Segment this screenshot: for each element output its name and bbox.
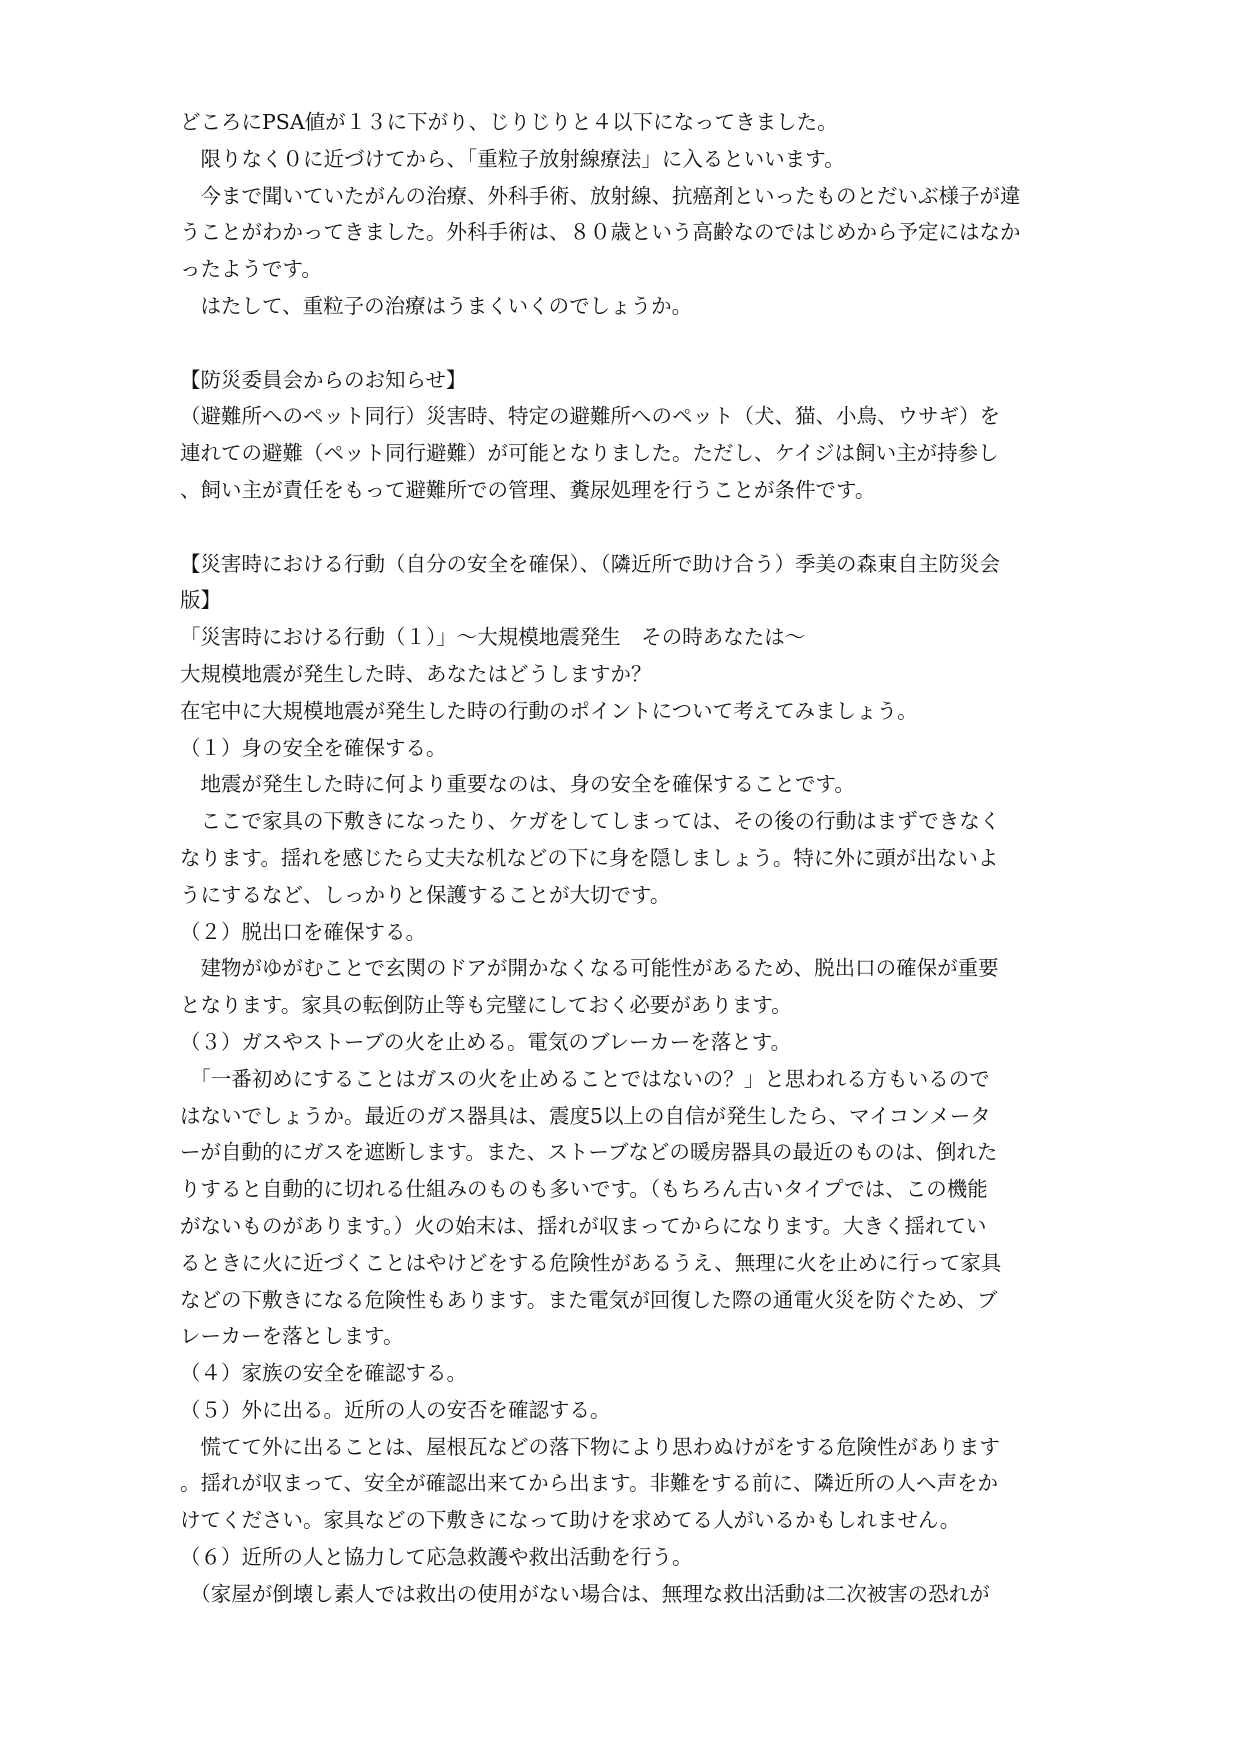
text-line: （２）脱出口を確保する。 xyxy=(180,919,426,944)
blank-line xyxy=(180,509,1060,546)
document-page xyxy=(180,104,1060,1613)
paragraph xyxy=(180,141,1060,178)
text-line: 地震が発生した時に何より重要なのは、身の安全を確保することです。 xyxy=(180,772,855,797)
text-line: ここで家具の下敷きになったり、ケガをしてしまっては、その後の行動はまずできなく xyxy=(180,809,1001,834)
text-line: 大規模地震が発生した時、あなたはどうしますか？ xyxy=(180,661,652,686)
text-line: となります。家具の転倒防止等も完璧にしておく必要があります。 xyxy=(180,993,792,1018)
paragraph xyxy=(180,398,1060,508)
text-line: 「一番初めにすることはガスの火を止めることではないの？」と思われる方もいるので xyxy=(180,1066,990,1091)
section-heading xyxy=(180,362,1060,399)
paragraph xyxy=(180,178,1060,288)
paragraph xyxy=(180,619,1060,656)
text-line: 連れての避難（ペット同行避難）が可能となりました。ただし、ケイジは飼い主が持参し xyxy=(180,441,999,466)
text-line: （１）身の安全を確保する。 xyxy=(180,735,447,760)
blank-line xyxy=(180,325,1060,362)
text-line: 【災害時における行動（自分の安全を確保）、（隣近所で助け合う）季美の森東自主防災会 xyxy=(180,551,1000,576)
text-line: どころにPSA値が１３に下がり、じりじりと４以下になってきました。 xyxy=(180,110,838,134)
paragraph xyxy=(180,288,1060,325)
list-heading xyxy=(180,730,1060,767)
text-line: はたして、重粒子の治療はうまくいくのでしょうか。 xyxy=(180,293,693,318)
text-line: レーカーを落とします。 xyxy=(180,1324,404,1349)
text-line: 限りなく０に近づけてから、「重粒子放射線療法」に入るといいます。 xyxy=(180,146,845,171)
section-heading xyxy=(180,546,1060,620)
text-line: 建物がゆがむことで玄関のドアが開かなくなる可能性があるため、脱出口の確保が重要 xyxy=(180,956,999,981)
text-line: りすると自動的に切れる仕組みのものも多いです。（もちろん古いタイプでは、この機能 xyxy=(180,1177,988,1202)
text-line: 版】 xyxy=(180,588,221,613)
paragraph xyxy=(180,766,1060,803)
list-heading xyxy=(180,914,1060,951)
text-line: などの下敷きになる危険性もあります。また電気が回復した際の通電火災を防ぐため、ブ xyxy=(180,1287,998,1312)
text-line: （避難所へのペット同行）災害時、特定の避難所へのペット（犬、猫、小鳥、ウサギ）を xyxy=(180,404,1000,429)
text-line: はないでしょうか。最近のガス器具は、震度5以上の自信が発生したら、マイコンメータ xyxy=(180,1103,991,1128)
paragraph xyxy=(180,803,1060,913)
text-line: 今まで聞いていたがんの治療、外科手術、放射線、抗癌剤といったものとだいぶ様子が違 xyxy=(180,183,1021,208)
paragraph xyxy=(180,656,1060,693)
text-line: （４）家族の安全を確認する。 xyxy=(180,1361,467,1386)
paragraph xyxy=(180,104,1060,141)
text-line: （６）近所の人と協力して応急救護や救出活動を行う。 xyxy=(180,1545,693,1570)
paragraph xyxy=(180,1576,1060,1613)
text-line: （５）外に出る。近所の人の安否を確認する。 xyxy=(180,1397,611,1422)
paragraph xyxy=(180,693,1060,730)
text-line: 【防災委員会からのお知らせ】 xyxy=(180,367,467,392)
text-line: うことがわかってきました。外科手術は、８０歳という高齢なのではじめから予定にはなか xyxy=(180,220,1021,245)
list-heading xyxy=(180,1355,1060,1392)
text-line: 在宅中に大規模地震が発生した時の行動のポイントについて考えてみましょう。 xyxy=(180,698,918,723)
paragraph xyxy=(180,1061,1060,1355)
list-heading xyxy=(180,1539,1060,1576)
text-line: ーが自動的にガスを遮断します。また、ストーブなどの暖房器具の最近のものは、倒れた xyxy=(180,1140,998,1165)
text-line: るときに火に近づくことはやけどをする危険性があるうえ、無理に火を止めに行って家具 xyxy=(180,1250,1002,1275)
text-line: けてください。家具などの下敷きになって助けを求めてる人がいるかもしれません。 xyxy=(180,1508,961,1533)
text-line: 、飼い主が責任をもって避難所での管理、糞尿処理を行うことが条件です。 xyxy=(180,477,876,502)
text-line: 。揺れが収まって、安全が確認出来てから出ます。非難をする前に、隣近所の人へ声をか xyxy=(180,1471,998,1496)
text-line: （家屋が倒壊し素人では救出の使用がない場合は、無理な救出活動は二次被害の恐れが xyxy=(180,1581,990,1606)
text-line: がないものがあります。）火の始末は、揺れが収まってからになります。大きく揺れてい xyxy=(180,1213,987,1238)
paragraph xyxy=(180,950,1060,1024)
paragraph xyxy=(180,1429,1060,1539)
text-line: 「災害時における行動（１）」～大規模地震発生 その時あなたは～ xyxy=(180,625,806,650)
list-heading xyxy=(180,1392,1060,1429)
text-line: （３）ガスやストーブの火を止める。電気のブレーカーを落とす。 xyxy=(180,1029,792,1054)
text-line: うにするなど、しっかりと保護することが大切です。 xyxy=(180,882,671,907)
text-line: 慌てて外に出ることは、屋根瓦などの落下物により思わぬけがをする危険性があります xyxy=(180,1434,1000,1459)
text-line: なります。揺れを感じたら丈夫な机などの下に身を隠しましょう。特に外に頭が出ないよ xyxy=(180,845,999,870)
list-heading xyxy=(180,1024,1060,1061)
text-line: ったようです。 xyxy=(180,257,322,282)
